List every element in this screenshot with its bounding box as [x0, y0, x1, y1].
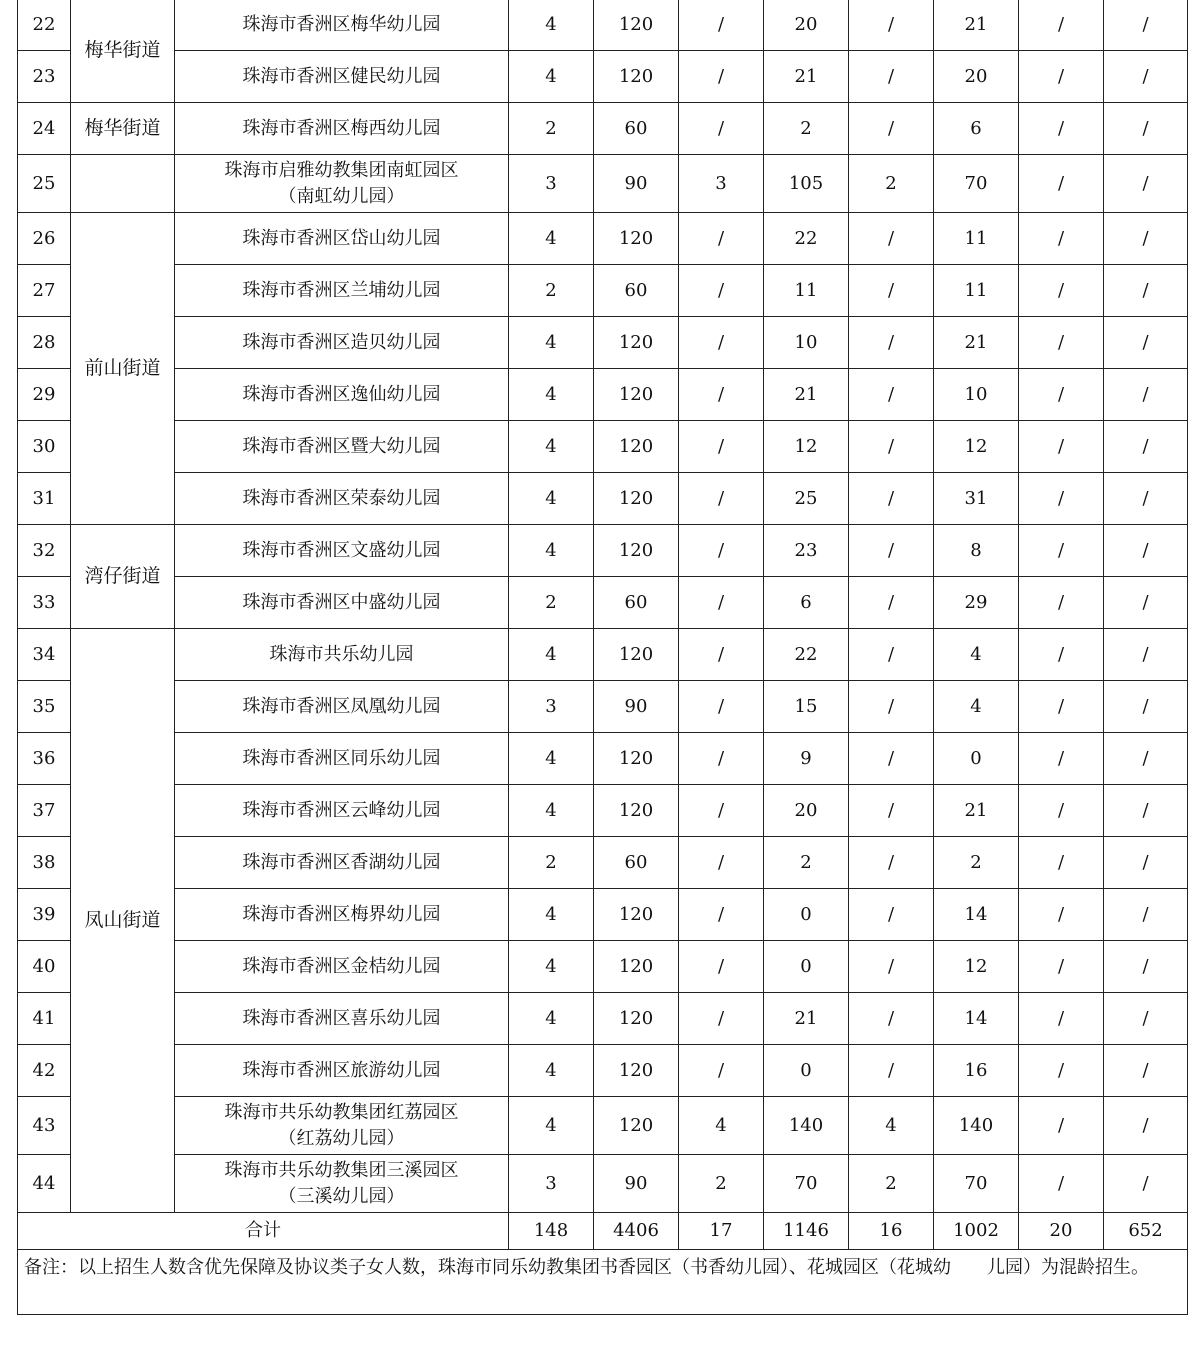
cell-c5: /	[849, 213, 934, 265]
cell-c7: /	[1019, 473, 1104, 525]
cell-c5: /	[849, 837, 934, 889]
cell-c3: 3	[679, 155, 764, 213]
cell-c8: /	[1104, 993, 1188, 1045]
table-row	[18, 51, 1188, 103]
cell-c6: 14	[934, 993, 1019, 1045]
street-name: 梅华街道	[71, 0, 175, 103]
name-line: 珠海市香洲区造贝幼儿园	[242, 331, 441, 353]
cell-c4: 25	[764, 473, 849, 525]
cell-c5: 2	[849, 155, 934, 213]
cell-c1: 4	[509, 629, 594, 681]
note-row	[18, 1250, 1188, 1315]
cell-c1: 2	[509, 577, 594, 629]
cell-c6: 10	[934, 369, 1019, 421]
cell-c7: /	[1019, 421, 1104, 473]
row-number: 23	[18, 51, 71, 103]
cell-c1: 4	[509, 369, 594, 421]
cell-c6: 4	[934, 629, 1019, 681]
cell-c8: /	[1104, 213, 1188, 265]
row-number: 22	[18, 0, 71, 51]
row-number: 43	[18, 1097, 71, 1155]
cell-c8: /	[1104, 629, 1188, 681]
cell-c7: /	[1019, 103, 1104, 155]
cell-c7: /	[1019, 733, 1104, 785]
cell-c7: /	[1019, 629, 1104, 681]
cell-c5: /	[849, 473, 934, 525]
total-label: 合计	[18, 1213, 509, 1250]
cell-c6: 140	[934, 1097, 1019, 1155]
table-row	[18, 265, 1188, 317]
cell-c7: /	[1019, 317, 1104, 369]
cell-c5: /	[849, 265, 934, 317]
kindergarten-name	[175, 785, 509, 837]
cell-c3: /	[679, 525, 764, 577]
cell-c2: 120	[594, 733, 679, 785]
cell-c6: 8	[934, 525, 1019, 577]
table-row	[18, 317, 1188, 369]
cell-c5: /	[849, 629, 934, 681]
cell-c4: 11	[764, 265, 849, 317]
cell-c5: /	[849, 681, 934, 733]
row-number: 41	[18, 993, 71, 1045]
total-c5: 16	[849, 1213, 934, 1250]
cell-c2: 120	[594, 525, 679, 577]
row-number: 34	[18, 629, 71, 681]
cell-c2: 120	[594, 629, 679, 681]
cell-c1: 2	[509, 103, 594, 155]
name-line: 珠海市香洲区荣泰幼儿园	[242, 487, 441, 509]
cell-c6: 14	[934, 889, 1019, 941]
row-number: 24	[18, 103, 71, 155]
kindergarten-name	[175, 1097, 509, 1155]
cell-c4: 21	[764, 51, 849, 103]
cell-c1: 4	[509, 525, 594, 577]
cell-c6: 2	[934, 837, 1019, 889]
street-name: 湾仔街道	[71, 525, 175, 629]
table-row	[18, 421, 1188, 473]
kindergarten-name	[175, 473, 509, 525]
cell-c4: 70	[764, 1155, 849, 1213]
name-line: 珠海市香洲区兰埔幼儿园	[242, 279, 441, 301]
cell-c7: /	[1019, 681, 1104, 733]
cell-c5: /	[849, 103, 934, 155]
cell-c3: 2	[679, 1155, 764, 1213]
row-number: 27	[18, 265, 71, 317]
table-row	[18, 473, 1188, 525]
name-line: （三溪幼儿园）	[278, 1185, 405, 1207]
cell-c6: 6	[934, 103, 1019, 155]
total-c7: 20	[1019, 1213, 1104, 1250]
cell-c7: /	[1019, 525, 1104, 577]
cell-c6: 31	[934, 473, 1019, 525]
cell-c4: 22	[764, 629, 849, 681]
cell-c3: /	[679, 941, 764, 993]
cell-c7: /	[1019, 1155, 1104, 1213]
cell-c3: /	[679, 681, 764, 733]
cell-c3: /	[679, 265, 764, 317]
row-number: 30	[18, 421, 71, 473]
cell-c1: 4	[509, 213, 594, 265]
cell-c4: 0	[764, 941, 849, 993]
cell-c8: /	[1104, 421, 1188, 473]
cell-c5: /	[849, 577, 934, 629]
total-c4: 1146	[764, 1213, 849, 1250]
cell-c7: /	[1019, 837, 1104, 889]
cell-c7: /	[1019, 265, 1104, 317]
cell-c4: 9	[764, 733, 849, 785]
cell-c6: 21	[934, 0, 1019, 51]
cell-c2: 90	[594, 1155, 679, 1213]
kindergarten-name	[175, 103, 509, 155]
cell-c4: 21	[764, 993, 849, 1045]
cell-c4: 21	[764, 369, 849, 421]
cell-c3: /	[679, 889, 764, 941]
cell-c4: 15	[764, 681, 849, 733]
cell-c7: /	[1019, 785, 1104, 837]
cell-c3: /	[679, 993, 764, 1045]
cell-c3: 4	[679, 1097, 764, 1155]
table-row	[18, 993, 1188, 1045]
name-line: 珠海市香洲区云峰幼儿园	[242, 799, 441, 821]
cell-c7: /	[1019, 51, 1104, 103]
cell-c1: 4	[509, 0, 594, 51]
kindergarten-name	[175, 577, 509, 629]
cell-c6: 0	[934, 733, 1019, 785]
cell-c2: 120	[594, 1045, 679, 1097]
cell-c6: 4	[934, 681, 1019, 733]
name-line: 珠海市启雅幼教集团南虹园区	[224, 160, 459, 182]
kindergarten-name	[175, 837, 509, 889]
cell-c8: /	[1104, 1155, 1188, 1213]
cell-c3: /	[679, 51, 764, 103]
cell-c3: /	[679, 473, 764, 525]
kindergarten-name	[175, 369, 509, 421]
name-line: 珠海市香洲区岱山幼儿园	[242, 227, 441, 249]
cell-c7: /	[1019, 993, 1104, 1045]
cell-c8: /	[1104, 681, 1188, 733]
cell-c3: /	[679, 1045, 764, 1097]
row-number: 42	[18, 1045, 71, 1097]
name-line: （南虹幼儿园）	[278, 185, 405, 207]
cell-c7: /	[1019, 213, 1104, 265]
cell-c2: 120	[594, 317, 679, 369]
cell-c2: 120	[594, 213, 679, 265]
row-number: 38	[18, 837, 71, 889]
total-c2: 4406	[594, 1213, 679, 1250]
name-line: 珠海市香洲区旅游幼儿园	[242, 1059, 441, 1081]
cell-c5: /	[849, 0, 934, 51]
name-line: 珠海市香洲区梅界幼儿园	[242, 903, 441, 925]
cell-c5: /	[849, 51, 934, 103]
total-row	[18, 1213, 1188, 1250]
cell-c5: 2	[849, 1155, 934, 1213]
cell-c2: 60	[594, 577, 679, 629]
cell-c6: 70	[934, 1155, 1019, 1213]
name-line: 珠海市香洲区健民幼儿园	[242, 65, 441, 87]
cell-c3: /	[679, 421, 764, 473]
cell-c1: 2	[509, 837, 594, 889]
table-row	[18, 0, 1188, 51]
cell-c2: 90	[594, 681, 679, 733]
street-name: 凤山街道	[71, 629, 175, 1213]
enrollment-table	[17, 0, 1188, 1315]
cell-c4: 6	[764, 577, 849, 629]
cell-c1: 4	[509, 733, 594, 785]
cell-c4: 10	[764, 317, 849, 369]
cell-c1: 3	[509, 681, 594, 733]
table-row	[18, 1045, 1188, 1097]
cell-c5: /	[849, 941, 934, 993]
street-name: 梅华街道	[71, 103, 175, 155]
cell-c2: 60	[594, 103, 679, 155]
cell-c7: /	[1019, 369, 1104, 421]
cell-c4: 12	[764, 421, 849, 473]
cell-c5: 4	[849, 1097, 934, 1155]
cell-c8: /	[1104, 369, 1188, 421]
cell-c6: 16	[934, 1045, 1019, 1097]
table-row	[18, 525, 1188, 577]
cell-c8: /	[1104, 317, 1188, 369]
cell-c3: /	[679, 785, 764, 837]
kindergarten-name	[175, 51, 509, 103]
cell-c2: 120	[594, 0, 679, 51]
table-row	[18, 941, 1188, 993]
cell-c3: /	[679, 103, 764, 155]
name-line: 珠海市香洲区同乐幼儿园	[242, 747, 441, 769]
cell-c1: 4	[509, 889, 594, 941]
cell-c6: 11	[934, 265, 1019, 317]
name-line: （红荔幼儿园）	[278, 1127, 405, 1149]
cell-c2: 120	[594, 421, 679, 473]
kindergarten-name	[175, 993, 509, 1045]
table-body	[18, 0, 1188, 1315]
row-number: 28	[18, 317, 71, 369]
cell-c4: 0	[764, 889, 849, 941]
cell-c4: 140	[764, 1097, 849, 1155]
cell-c6: 11	[934, 213, 1019, 265]
table-row	[18, 889, 1188, 941]
cell-c7: /	[1019, 0, 1104, 51]
cell-c5: /	[849, 525, 934, 577]
row-number: 31	[18, 473, 71, 525]
kindergarten-name	[175, 889, 509, 941]
row-number: 36	[18, 733, 71, 785]
cell-c3: /	[679, 0, 764, 51]
name-line: 珠海市香洲区梅西幼儿园	[242, 117, 441, 139]
row-number: 37	[18, 785, 71, 837]
table-row	[18, 213, 1188, 265]
name-line: 珠海市香洲区喜乐幼儿园	[242, 1007, 441, 1029]
row-number: 40	[18, 941, 71, 993]
cell-c2: 90	[594, 155, 679, 213]
cell-c3: /	[679, 369, 764, 421]
cell-c5: /	[849, 889, 934, 941]
name-line: 珠海市香洲区香湖幼儿园	[242, 851, 441, 873]
row-number: 26	[18, 213, 71, 265]
table-row	[18, 629, 1188, 681]
cell-c5: /	[849, 369, 934, 421]
cell-c1: 4	[509, 1097, 594, 1155]
cell-c3: /	[679, 213, 764, 265]
cell-c4: 23	[764, 525, 849, 577]
cell-c1: 4	[509, 1045, 594, 1097]
cell-c2: 60	[594, 265, 679, 317]
table-row	[18, 103, 1188, 155]
cell-c1: 4	[509, 785, 594, 837]
cell-c8: /	[1104, 785, 1188, 837]
cell-c2: 60	[594, 837, 679, 889]
cell-c5: /	[849, 317, 934, 369]
cell-c4: 105	[764, 155, 849, 213]
cell-c4: 0	[764, 1045, 849, 1097]
table-row	[18, 681, 1188, 733]
cell-c2: 120	[594, 369, 679, 421]
kindergarten-name	[175, 941, 509, 993]
cell-c3: /	[679, 629, 764, 681]
cell-c2: 120	[594, 1097, 679, 1155]
cell-c6: 21	[934, 317, 1019, 369]
cell-c4: 22	[764, 213, 849, 265]
cell-c8: /	[1104, 0, 1188, 51]
cell-c4: 2	[764, 103, 849, 155]
name-line: 珠海市香洲区凤凰幼儿园	[242, 695, 441, 717]
cell-c5: /	[849, 993, 934, 1045]
name-line: 珠海市香洲区暨大幼儿园	[242, 435, 441, 457]
cell-c8: /	[1104, 1045, 1188, 1097]
cell-c8: /	[1104, 473, 1188, 525]
cell-c2: 120	[594, 941, 679, 993]
cell-c3: /	[679, 577, 764, 629]
cell-c1: 4	[509, 421, 594, 473]
cell-c5: /	[849, 785, 934, 837]
kindergarten-name	[175, 629, 509, 681]
cell-c7: /	[1019, 1045, 1104, 1097]
cell-c5: /	[849, 1045, 934, 1097]
name-line: 珠海市共乐幼儿园	[269, 643, 414, 665]
kindergarten-name	[175, 525, 509, 577]
cell-c3: /	[679, 317, 764, 369]
table-row	[18, 369, 1188, 421]
cell-c8: /	[1104, 265, 1188, 317]
cell-c4: 2	[764, 837, 849, 889]
cell-c7: /	[1019, 577, 1104, 629]
kindergarten-name	[175, 265, 509, 317]
name-line: 珠海市香洲区文盛幼儿园	[242, 539, 441, 561]
cell-c2: 120	[594, 889, 679, 941]
kindergarten-name	[175, 317, 509, 369]
cell-c8: /	[1104, 941, 1188, 993]
row-number: 25	[18, 155, 71, 213]
cell-c2: 120	[594, 473, 679, 525]
table-row	[18, 1155, 1188, 1213]
name-line: 珠海市共乐幼教集团红荔园区	[224, 1102, 459, 1124]
kindergarten-name	[175, 0, 509, 51]
table-row	[18, 733, 1188, 785]
cell-c3: /	[679, 733, 764, 785]
cell-c6: 20	[934, 51, 1019, 103]
kindergarten-name	[175, 681, 509, 733]
cell-c8: /	[1104, 155, 1188, 213]
cell-c2: 120	[594, 51, 679, 103]
cell-c8: /	[1104, 837, 1188, 889]
table-row	[18, 577, 1188, 629]
table-row	[18, 837, 1188, 889]
cell-c8: /	[1104, 733, 1188, 785]
cell-c1: 4	[509, 993, 594, 1045]
row-number: 44	[18, 1155, 71, 1213]
cell-c8: /	[1104, 577, 1188, 629]
cell-c2: 120	[594, 993, 679, 1045]
kindergarten-name	[175, 421, 509, 473]
name-line: 珠海市香洲区逸仙幼儿园	[242, 383, 441, 405]
cell-c4: 20	[764, 785, 849, 837]
kindergarten-name	[175, 733, 509, 785]
cell-c1: 3	[509, 155, 594, 213]
cell-c5: /	[849, 421, 934, 473]
name-line: 珠海市香洲区金桔幼儿园	[242, 955, 441, 977]
total-c1: 148	[509, 1213, 594, 1250]
cell-c8: /	[1104, 525, 1188, 577]
total-c6: 1002	[934, 1213, 1019, 1250]
cell-c6: 70	[934, 155, 1019, 213]
cell-c6: 12	[934, 941, 1019, 993]
cell-c1: 4	[509, 473, 594, 525]
row-number: 33	[18, 577, 71, 629]
remarks-text: 备注：以上招生人数含优先保障及协议类子女人数，珠海市同乐幼教集团书香园区（书香幼儿园）、花城园区（花城幼 儿园）为混龄招生。	[18, 1250, 1188, 1315]
street-name: 前山街道	[71, 213, 175, 525]
cell-c5: /	[849, 733, 934, 785]
kindergarten-name	[175, 1155, 509, 1213]
total-c3: 17	[679, 1213, 764, 1250]
row-number: 29	[18, 369, 71, 421]
table-row	[18, 785, 1188, 837]
cell-c6: 12	[934, 421, 1019, 473]
cell-c8: /	[1104, 103, 1188, 155]
name-line: 珠海市香洲区梅华幼儿园	[242, 13, 441, 35]
cell-c1: 4	[509, 941, 594, 993]
row-number: 39	[18, 889, 71, 941]
table-row	[18, 1097, 1188, 1155]
cell-c7: /	[1019, 155, 1104, 213]
cell-c8: /	[1104, 51, 1188, 103]
kindergarten-name	[175, 1045, 509, 1097]
cell-c7: /	[1019, 941, 1104, 993]
cell-c1: 4	[509, 317, 594, 369]
cell-c3: /	[679, 837, 764, 889]
cell-c6: 29	[934, 577, 1019, 629]
cell-c7: /	[1019, 889, 1104, 941]
name-line: 珠海市共乐幼教集团三溪园区	[224, 1160, 459, 1182]
cell-c1: 3	[509, 1155, 594, 1213]
cell-c2: 120	[594, 785, 679, 837]
total-c8: 652	[1104, 1213, 1188, 1250]
cell-c6: 21	[934, 785, 1019, 837]
cell-c7: /	[1019, 1097, 1104, 1155]
cell-c4: 20	[764, 0, 849, 51]
cell-c8: /	[1104, 1097, 1188, 1155]
row-number: 32	[18, 525, 71, 577]
street-name	[71, 155, 175, 213]
cell-c1: 2	[509, 265, 594, 317]
table-row	[18, 155, 1188, 213]
row-number: 35	[18, 681, 71, 733]
cell-c1: 4	[509, 51, 594, 103]
kindergarten-name	[175, 155, 509, 213]
name-line: 珠海市香洲区中盛幼儿园	[242, 591, 441, 613]
kindergarten-name	[175, 213, 509, 265]
cell-c8: /	[1104, 889, 1188, 941]
